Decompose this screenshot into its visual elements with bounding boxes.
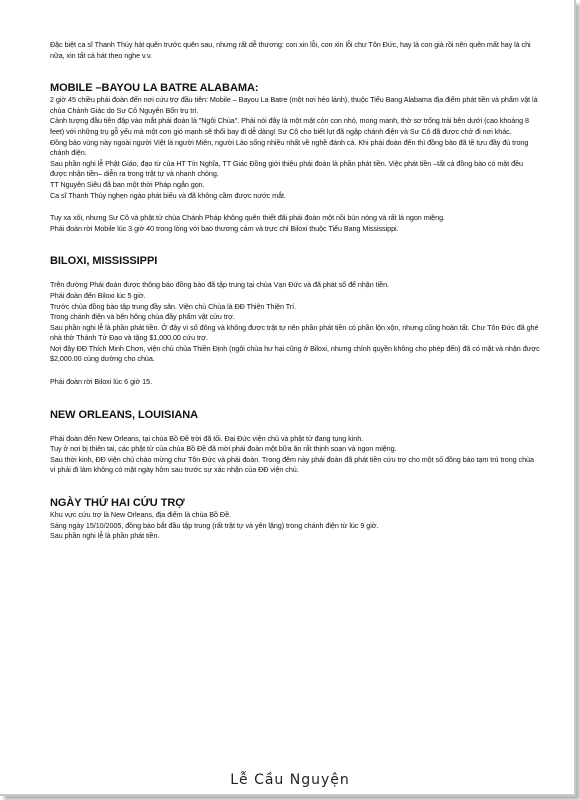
section-line: Trước chùa đồng bào tập trung đầy sân. Viện chủ Chùa là ĐĐ Thiện Thiện Trí. — [50, 301, 297, 311]
section-line: Nơi đây ĐĐ Thích Minh Chơn, viện chủ chùa Thiền Định (ngôi chùa hư hại cũng ở Biloxi, nhưng chính quyền không cho phép đến) đã có mặt và nhận được $2,000.00 cúng dường cho chùa. — [50, 343, 540, 364]
section-heading-second-day: NGÀY THỨ HAI CỨU TRỢ — [50, 497, 185, 510]
section-line: Sau phần nghi lễ là phần phát tiền. Ở đây vì số đông và không được trật tự nên phần phát tiền có phần lộn xộn, nhưng cũng hoàn tất. Chư Tôn Đức đã ghé nhà thờ Thánh Tử Đạo và tặng $1,000.00 cứu trợ. — [50, 322, 539, 343]
section-line: 2 giờ 45 chiều phái đoàn đến nơi cứu trợ đầu tiên: Mobile – Bayou La Batre (một nơi hẻo lánh), thuộc Tiểu Bang Alabama địa điểm phát tiền và phẩm vật là chùa Chánh Giác do Sư Cô Nguyên Bổn trụ trì. — [50, 95, 538, 115]
section-line: Sau thời kinh, ĐĐ viện chủ chào mừng chư Tôn Đức và phái đoàn. Trong đêm này phái đoàn đã phát tiền cứu trợ cho một số đồng bào tạm trú trong chùa vì phải đi làm không có mặt ngày hôm sau trước sự xác nhận của ĐĐ viện chủ. — [50, 454, 534, 475]
page-footer-title: Lễ Cầu Nguyện — [230, 772, 350, 788]
section-line: Ca sĩ Thanh Thúy nghẹn ngào phát biểu và đã không cầm được nước mắt. — [50, 190, 286, 200]
section-line: TT Nguyên Siêu đã ban một thời Pháp ngắn gọn. — [50, 179, 205, 189]
section-heading-mobile: MOBILE –BAYOU LA BATRE ALABAMA: — [50, 82, 259, 95]
section-line: Sau phần nghi lễ là phần phát tiền. — [50, 531, 160, 541]
section-heading-biloxi: BILOXI, MISSISSIPPI — [50, 255, 158, 268]
document-body — [50, 40, 540, 542]
section-line: Khu vực cứu trợ là New Orleans, địa điểm là chùa Bồ Đề. — [50, 510, 231, 520]
section-line: Đồng bào vùng này ngoài người Việt là người Miên, người Lào sống nhiều nhất về nghề đánh cá. Khi phái đoàn đến thì đồng bào đã tề tựu đầy đủ trong chánh điện. — [50, 137, 529, 158]
section-line: Phái đoàn rời Biloxi lúc 6 giờ 15. — [50, 377, 153, 387]
intro-paragraph: Đặc biệt ca sĩ Thanh Thúy hát quên trước quên sau, nhưng rất dễ thương: con xin lỗi, con xin lỗi chư Tôn Đức, hay là con già rồi nên quên mất hay là chi nữa, xin tất cả hát theo nghe v.v. — [50, 40, 531, 60]
section-line: Phái đoàn rời Mobile lúc 3 giờ 40 trong lòng với bao thương cảm và trực chỉ Biloxi thuộc Tiểu Bang Mississippi. — [50, 223, 399, 233]
section-line: Sau phần nghi lễ Phật Giáo, đạo từ của HT Tín Nghĩa, TT Giác Đồng giới thiệu phái đoàn là phần phát tiền. Việc phát tiền –tất cả đồng bào có mặt đều được nhận tiền– diễn ra trong trật tự và nhanh chóng. — [50, 158, 523, 179]
section-line: Trong chánh điện và bên hông chùa đầy phẩm vật cứu trợ. — [50, 312, 235, 322]
section-line: Sáng ngày 15/10/2005, đồng bào bắt đầu tập trung (rất trật tự và yên lặng) trong chánh điện từ lúc 9 giờ. — [50, 520, 379, 530]
section-line: Trên đường Phái đoàn được thông báo đồng bào đã tập trung tại chùa Vạn Đức và đã phát sổ để nhận tiền. — [50, 280, 389, 290]
section-heading-new-orleans: NEW ORLEANS, LOUISIANA — [50, 408, 199, 421]
section-line: Phái đoàn đến New Orleans, tại chùa Bồ Đề trời đã tối. Đại Đức viện chủ và phật tử đang tụng kinh. — [50, 433, 364, 443]
section-line: Tuy ở nơi bị thiên tai, các phật tử của chùa Bồ Đề đã mời phái đoàn một bữa ăn rất thịnh soạn và ngon miệng. — [50, 444, 397, 454]
section-line: Cảnh tượng đầu tiên đập vào mắt phái đoàn là "Ngôi Chùa". Phải nói đây là một mặt cỏn con nhỏ, mong manh, thờ sơ trống trải bên dưới (cao khoảng 8 feet) với những trụ gỗ yếu mà một cơn gió mạnh sẽ thổi bay đi dễ dàng! Sư Cô cho biết lụt đã ngập chánh điện và Sư Cô đã được chở đi nơi khác. — [50, 116, 529, 136]
section-line: Tuy xa xôi, nhưng Sư Cô và phật tử chùa Chánh Pháp không quên thiết đãi phái đoàn một nồi bún nóng và rất là ngon miệng. — [50, 213, 445, 223]
section-line: Phái đoàn đến Biloxi lúc 5 giờ. — [50, 290, 146, 300]
